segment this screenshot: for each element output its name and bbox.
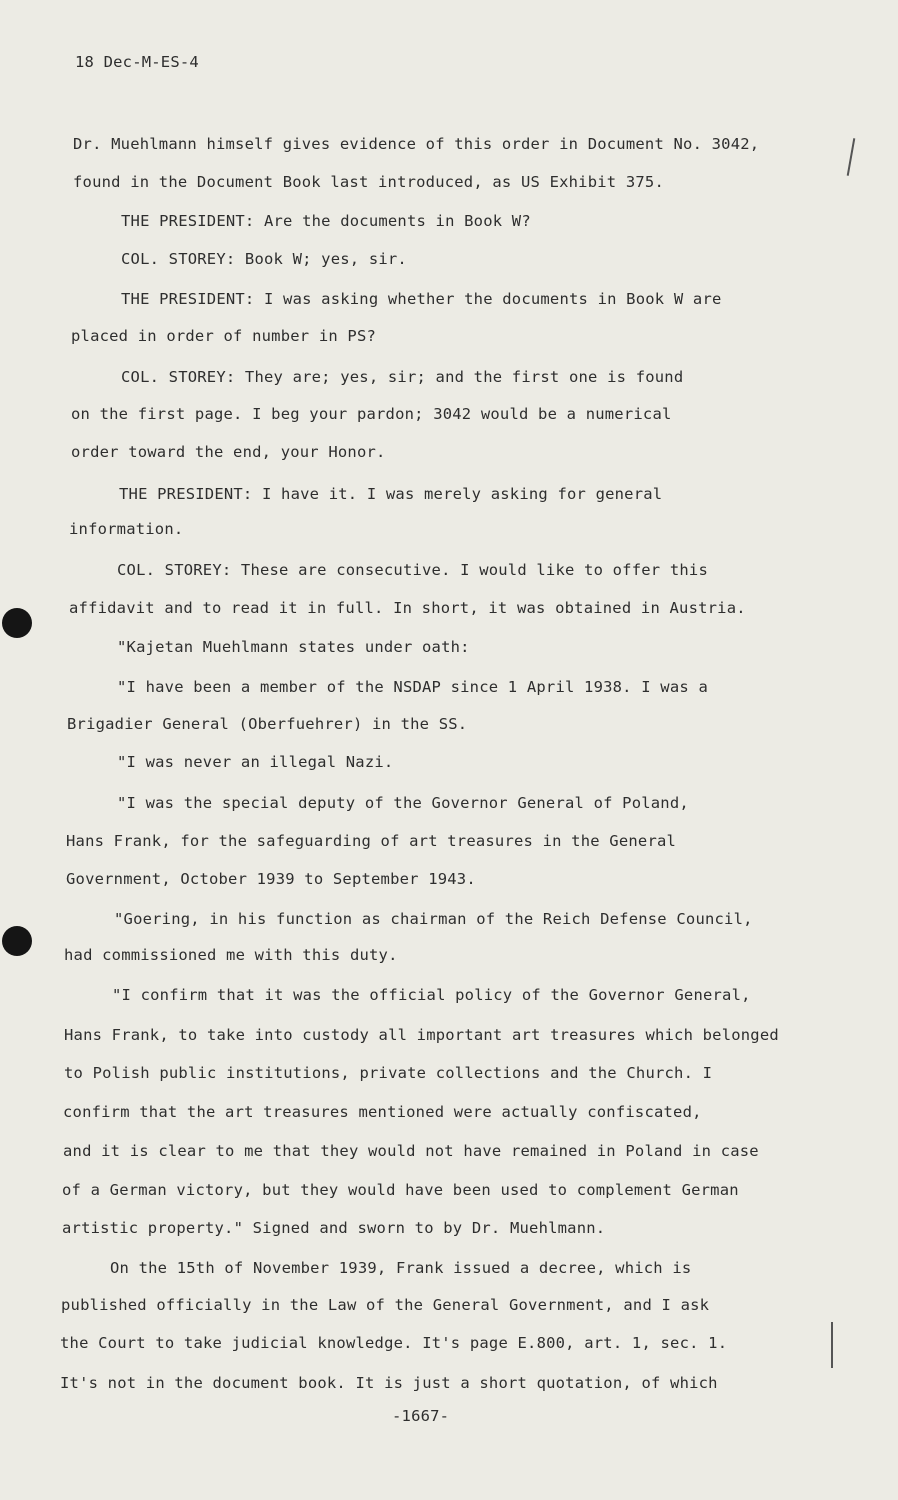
margin-mark-top <box>847 138 856 176</box>
text-line-16: Brigadier General (Oberfuehrer) in the SS. <box>67 715 468 733</box>
text-line-4: COL. STOREY: Book W; yes, sir. <box>121 250 407 268</box>
text-line-28: of a German victory, but they would have been used to complement German <box>62 1181 739 1199</box>
text-line-11: information. <box>69 520 184 538</box>
text-line-5: THE PRESIDENT: I was asking whether the documents in Book W are <box>121 290 722 308</box>
text-line-18: "I was the special deputy of the Governor General of Poland, <box>117 794 689 812</box>
punch-hole-upper <box>2 608 32 638</box>
text-line-32: the Court to take judicial knowledge. It's page E.800, art. 1, sec. 1. <box>60 1334 728 1352</box>
text-line-17: "I was never an illegal Nazi. <box>117 753 394 771</box>
text-line-15: "I have been a member of the NSDAP since 1 April 1938. I was a <box>117 678 708 696</box>
text-line-31: published officially in the Law of the General Government, and I ask <box>61 1296 710 1314</box>
text-line-2: found in the Document Book last introduced, as US Exhibit 375. <box>73 173 664 191</box>
margin-mark-bottom <box>831 1322 833 1368</box>
text-line-20: Government, October 1939 to September 1943. <box>66 870 476 888</box>
page-number: -1667- <box>392 1407 450 1425</box>
text-line-21: "Goering, in his function as chairman of the Reich Defense Council, <box>114 910 753 928</box>
text-line-33: It's not in the document book. It is just a short quotation, of which <box>60 1374 718 1392</box>
text-line-8: on the first page. I beg your pardon; 3042 would be a numerical <box>71 405 672 423</box>
text-line-24: Hans Frank, to take into custody all important art treasures which belonged <box>64 1026 779 1044</box>
text-line-14: "Kajetan Muehlmann states under oath: <box>117 638 470 656</box>
text-line-7: COL. STOREY: They are; yes, sir; and the first one is found <box>121 368 684 386</box>
text-line-1: Dr. Muehlmann himself gives evidence of this order in Document No. 3042, <box>73 135 760 153</box>
text-line-19: Hans Frank, for the safeguarding of art treasures in the General <box>66 832 677 850</box>
text-line-13: affidavit and to read it in full. In short, it was obtained in Austria. <box>69 599 746 617</box>
text-line-22: had commissioned me with this duty. <box>64 946 398 964</box>
text-line-26: confirm that the art treasures mentioned were actually confiscated, <box>63 1103 702 1121</box>
text-line-6: placed in order of number in PS? <box>71 327 377 345</box>
text-line-30: On the 15th of November 1939, Frank issued a decree, which is <box>110 1259 692 1277</box>
page-header: 18 Dec-M-ES-4 <box>75 53 199 71</box>
punch-hole-lower <box>2 926 32 956</box>
text-line-29: artistic property." Signed and sworn to by Dr. Muehlmann. <box>62 1219 606 1237</box>
text-line-23: "I confirm that it was the official policy of the Governor General, <box>112 986 751 1004</box>
text-line-27: and it is clear to me that they would not have remained in Poland in case <box>63 1142 759 1160</box>
text-line-25: to Polish public institutions, private collections and the Church. I <box>64 1064 713 1082</box>
text-line-3: THE PRESIDENT: Are the documents in Book W? <box>121 212 531 230</box>
text-line-9: order toward the end, your Honor. <box>71 443 386 461</box>
text-line-12: COL. STOREY: These are consecutive. I would like to offer this <box>117 561 708 579</box>
text-line-10: THE PRESIDENT: I have it. I was merely asking for general <box>119 485 663 503</box>
